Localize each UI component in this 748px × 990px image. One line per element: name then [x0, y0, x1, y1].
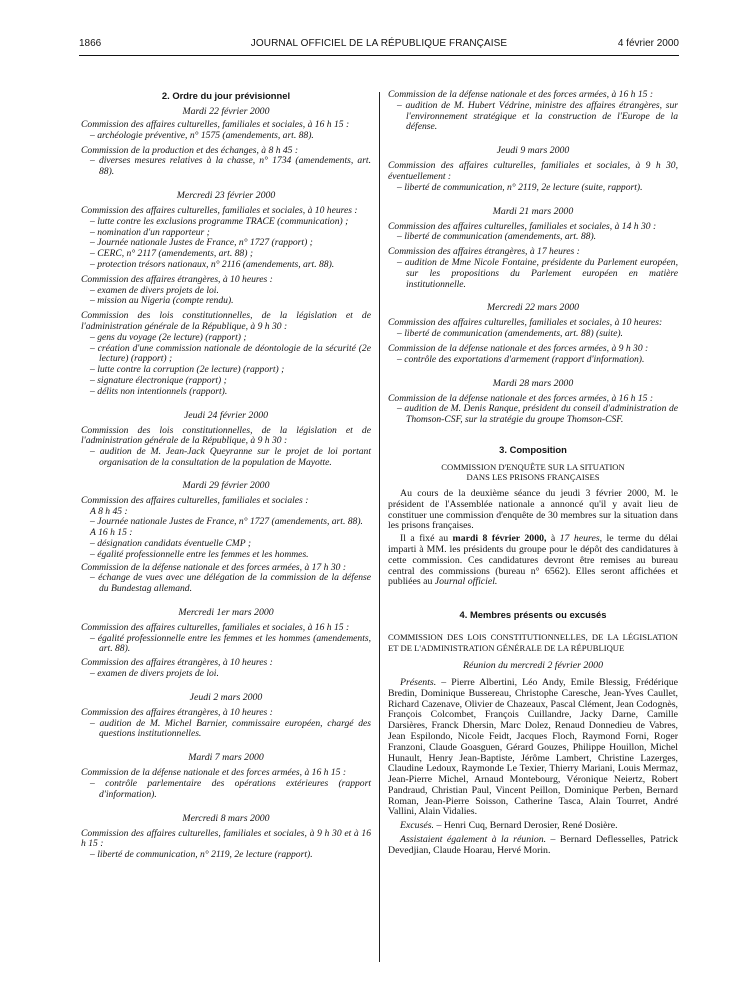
list-item: – égalité professionnelle entre les femmes et les hommes (amendements, art. 88).: [81, 634, 371, 656]
left-column: [81, 90, 371, 861]
issue-date: 4 février 2000: [617, 38, 679, 49]
item-list: [388, 101, 678, 133]
list-item: – examen de divers projets de loi.: [81, 669, 371, 680]
commission-line: Commission des lois constitutionnelles, de la législation et de l'administration générale de la République, à 9 h 30 :: [81, 424, 371, 447]
item-list: [81, 634, 371, 656]
page-header: [79, 38, 679, 52]
item-list: [81, 573, 371, 595]
commission-line: Commission des affaires culturelles, familiales et sociales, à 16 h 15 :: [81, 621, 350, 633]
list-item: – audition de M. Michel Barnier, commissaire européen, chargé des questions institutionnelles.: [81, 719, 371, 741]
date-heading: Jeudi 2 mars 2000: [189, 691, 263, 703]
list-item: – audition de M. Hubert Védrine, ministre des affaires étrangères, sur l'environnement stratégique et la construction de l'Europe de la défense.: [388, 101, 678, 133]
excused-list: – Henri Cuq, Bernard Derosier, René Dosière.: [434, 820, 618, 832]
item-list: [388, 232, 678, 243]
date-heading: Mardi 21 mars 2000: [492, 205, 574, 217]
list-item: – lutte contre les exclusions programme TRACE (communication) ;: [81, 217, 371, 228]
commission-line: Commission des affaires culturelles, familiales et sociales, à 10 heures:: [388, 317, 663, 329]
item-list: [388, 404, 678, 426]
section-title-agenda: 2. Ordre du jour prévisionnel: [161, 90, 291, 101]
inquiry-title-line: COMMISSION D'ENQUÊTE SUR LA SITUATION: [441, 461, 625, 472]
list-item: – protection trésors nationaux, n° 2116 (amendements, art. 88).: [81, 260, 371, 271]
list-item: – désignation candidats éventuelle CMP ;: [81, 539, 371, 550]
list-item: – contrôle parlementaire des opérations extérieures (rapport d'information).: [81, 779, 371, 801]
item-list: [388, 355, 678, 366]
commission-line: Commission des affaires étrangères, à 10 heures :: [81, 273, 273, 285]
item-list: [81, 286, 371, 308]
present-label: Présents.: [400, 676, 437, 688]
excused-members: [388, 821, 678, 832]
deadline-date: mardi 8 février 2000,: [452, 533, 547, 545]
commission-line: Commission des affaires culturelles, familiales et sociales, à 10 heures :: [81, 204, 358, 216]
section-title-composition: 3. Composition: [499, 443, 567, 455]
commission-line: Commission de la défense nationale et des forces armées, à 17 h 30 :: [81, 561, 347, 573]
list-item: – gens du voyage (2e lecture) (rapport) ;: [81, 333, 371, 344]
item-list: [81, 217, 371, 271]
commission-line: Commission des affaires étrangères, à 17 heures :: [388, 246, 580, 258]
date-heading: Mardi 29 février 2000: [182, 479, 270, 491]
commission-line: Commission des affaires étrangères, à 10 heures :: [81, 706, 273, 718]
list-item: – Journée nationale Justes de France, n° 1727 (rapport) ;: [81, 238, 371, 249]
list-item: – examen de divers projets de loi.: [81, 286, 371, 297]
meeting-date: Réunion du mercredi 2 février 2000: [463, 659, 603, 671]
text-run: le terme du délai imparti à MM. les présidents du groupe pour le dépôt des candidatures à cette commission. Ces candidatures devront être remises au bureau central des commissions (bureau n° 6562). Elles seront affichées et publiées au: [388, 533, 679, 588]
date-heading: Mercredi 1er mars 2000: [178, 606, 274, 618]
header-rule: [79, 55, 679, 56]
item-list: [388, 329, 678, 340]
list-item: – liberté de communication (amendements, art. 88) (suite).: [388, 329, 678, 340]
list-item: – liberté de communication, n° 2119, 2e lecture (suite, rapport).: [388, 183, 678, 194]
commission-title: COMMISSION DES LOIS CONSTITUTIONNELLES, DE LA LÉGISLATION ET DE L'ADMINISTRATION GÉNÉRALE DE LA RÉPUBLIQUE: [388, 632, 678, 653]
date-heading: Mercredi 8 mars 2000: [182, 812, 270, 824]
list-item: – lutte contre la corruption (2e lecture) (rapport) ;: [81, 365, 371, 376]
list-item: – audition de M. Jean-Jack Queyranne sur le projet de loi portant organisation de la consultation de la population de Mayotte.: [81, 447, 371, 469]
date-heading: Mardi 28 mars 2000: [492, 377, 574, 389]
composition-paragraph: [388, 534, 678, 588]
section-title-members: 4. Membres présents ou excusés: [459, 609, 607, 621]
item-list: [81, 333, 371, 398]
date-heading: Mercredi 22 mars 2000: [486, 302, 580, 314]
text-run: à: [546, 533, 560, 545]
list-item: – nomination d'un rapporteur ;: [81, 228, 371, 239]
item-list: [388, 258, 678, 290]
item-list: [81, 539, 371, 561]
list-item: – liberté de communication, n° 2119, 2e lecture (rapport).: [81, 850, 371, 861]
commission-line: Commission des lois constitutionnelles, de la législation et de l'administration générale de la République, à 9 h 30 :: [81, 310, 371, 332]
time-line: A 8 h 45 :: [90, 505, 128, 517]
commission-line: Commission de la défense nationale et des forces armées, à 16 h 15 :: [81, 767, 347, 779]
list-item: – archéologie préventive, n° 1575 (amendements, art. 88).: [81, 131, 371, 142]
item-list: [81, 779, 371, 801]
list-item: – Journée nationale Justes de France, n° 1727 (amendements, art. 88).: [81, 517, 371, 528]
deadline-time: 17 heures,: [559, 533, 603, 545]
journal-title: JOURNAL OFFICIEL DE LA RÉPUBLIQUE FRANÇAISE: [250, 38, 508, 49]
item-list: [388, 183, 678, 194]
list-item: – mission au Nigeria (compte rendu).: [81, 296, 371, 307]
attending-members: [388, 835, 678, 857]
item-list: [81, 156, 371, 178]
journal-name: Journal officiel.: [434, 576, 498, 588]
commission-line: Commission de la défense nationale et des forces armées, à 16 h 15 :: [388, 89, 654, 100]
right-column: [388, 90, 678, 857]
item-list: [81, 719, 371, 741]
item-list: [81, 850, 371, 861]
page-number: 1866: [79, 38, 102, 49]
commission-line: Commission des affaires culturelles, familiales et sociales :: [81, 494, 309, 506]
commission-line: Commission de la défense nationale et des forces armées, à 16 h 15 :: [388, 392, 654, 404]
commission-line: Commission des affaires étrangères, à 10 heures :: [81, 657, 273, 669]
commission-line: Commission de la défense nationale et des forces armées, à 9 h 30 :: [388, 342, 649, 354]
text-run: Il a fixé au: [400, 533, 453, 545]
commission-line: Commission des affaires culturelles, familiales et sociales, à 9 h 30, éventuellement :: [388, 160, 678, 182]
commission-line: Commission de la production et des échanges, à 8 h 45 :: [81, 144, 299, 156]
item-list: [81, 669, 371, 680]
present-list: – Pierre Albertini, Léo Andy, Emile Blessig, Frédérique Bredin, Dominique Bussereau, Christophe Caresche, Jean-Yves Caullet, Richard Cazenave, Olivier de Chazeaux, Pascal Clément, Jean Codognès, François Colcombet, François Cuillandre, Jacky Darne, Camille Darsières, Franck Dhersin, Marc Dolez, Renaud Donnedieu de Vabres, Jean Espilondo, Nicole Feidt, Jacques Floch, Raymond Forni, Roger Franzoni, Claude Goasguen, Gérard Gouzes, Philippe Houillon, Michel Hunault, Henry Jean-Baptiste, Jérôme Lambert, Christine Lazerges, Claudine Ledoux, Raymonde Le Texier, Thierry Mariani, Louis Mermaz, Jean-Pierre Michel, Arnaud Montebourg, Véronique Neiertz, Robert Pandraud, Christian Paul, Vincent Peillon, Dominique Perben, Bernard Roman, Jean-Pierre Soisson, Catherine Tasca, Alain Tourret, André Vallini, Alain Vidalies.: [388, 676, 678, 818]
commission-line: Commission des affaires culturelles, familiales et sociales, à 16 h 15 :: [81, 119, 350, 130]
item-list: [81, 131, 371, 142]
list-item: – diverses mesures relatives à la chasse, n° 1734 (amendements, art. 88).: [81, 156, 371, 178]
list-item: – audition de M. Denis Ranque, président du conseil d'administration de Thomson-CSF, sur la stratégie du groupe Thomson-CSF.: [388, 404, 678, 426]
column-divider: [379, 92, 380, 962]
list-item: – création d'une commission nationale de déontologie de la sécurité (2e lecture) (rapport) ;: [81, 344, 371, 366]
list-item: – audition de Mme Nicole Fontaine, présidente du Parlement européen, sur les propositions du Parlement européen en matière institutionnelle.: [388, 258, 678, 290]
list-item: – signature électronique (rapport) ;: [81, 376, 371, 387]
date-heading: Jeudi 24 février 2000: [183, 409, 269, 421]
inquiry-title-line: DANS LES PRISONS FRANÇAISES: [466, 471, 600, 482]
list-item: – contrôle des exportations d'armement (rapport d'information).: [388, 355, 678, 366]
attended-label: Assistaient également à la réunion.: [400, 834, 547, 846]
commission-line: Commission des affaires culturelles, familiales et sociales, à 14 h 30 :: [388, 220, 657, 232]
list-item: – égalité professionnelle entre les femmes et les hommes.: [81, 550, 371, 561]
list-item: – CERC, n° 2117 (amendements, art. 88) ;: [81, 249, 371, 260]
time-line: A 16 h 15 :: [90, 527, 133, 539]
date-heading: Mercredi 23 février 2000: [176, 189, 276, 201]
list-item: – échange de vues avec une délégation de la commission de la défense du Bundestag allemand.: [81, 573, 371, 595]
date-heading: Mardi 22 février 2000: [182, 106, 270, 117]
commission-line: Commission des affaires culturelles, familiales et sociales, à 9 h 30 et à 16 h 15 :: [81, 827, 371, 850]
excused-label: Excusés.: [400, 820, 435, 832]
present-members: [388, 678, 678, 818]
composition-paragraph: Au cours de la deuxième séance du jeudi 3 février 2000, M. le président de l'Assemblée nationale a annoncé qu'il y avait lieu de constituer une commission d'enquête de 30 membres sur la situation dans les prisons françaises.: [388, 487, 678, 532]
date-heading: Jeudi 9 mars 2000: [496, 145, 570, 157]
date-heading: Mardi 7 mars 2000: [188, 752, 264, 764]
attended-list: – Bernard Deflesselles, Patrick Devedjian, Claude Hoarau, Hervé Morin.: [388, 834, 678, 856]
list-item: – délits non intentionnels (rapport).: [81, 387, 371, 398]
item-list: [81, 447, 371, 469]
list-item: – liberté de communication (amendements, art. 88).: [388, 232, 678, 243]
